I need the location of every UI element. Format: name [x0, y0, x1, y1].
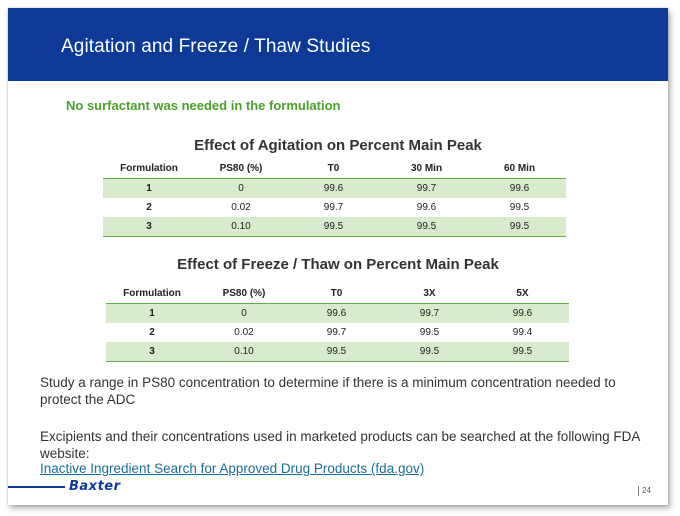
table-cell: 99.7: [323, 202, 344, 213]
body-paragraph-ps80: Study a range in PS80 concentration to determine if there is a minimum concentration needed to protect the ADC: [40, 375, 616, 407]
footer-line: [8, 486, 65, 488]
body-paragraph-excipients: Excipients and their concentrations used in marketed products can be searched at the following FDA website:: [40, 429, 640, 461]
table-cell: 99.5: [419, 327, 440, 338]
table-cell: 1: [106, 304, 198, 324]
table-cell: 2: [146, 202, 152, 213]
table-cell: 3: [106, 342, 198, 362]
table-row: [103, 217, 566, 237]
slide-subtitle: No surfactant was needed in the formulation: [66, 98, 341, 113]
table-row: [106, 342, 569, 362]
table-row: [106, 323, 569, 342]
column-header: 5X: [476, 284, 569, 304]
table-cell: 99.5: [509, 202, 530, 213]
table-cell: 99.6: [473, 179, 566, 199]
table-cell: 99.5: [290, 342, 383, 362]
table-cell: 0.10: [195, 217, 287, 237]
freeze-thaw-table-title: Effect of Freeze / Thaw on Percent Main Peak: [177, 256, 499, 273]
table-cell: 99.7: [326, 327, 347, 338]
page-divider: [638, 486, 639, 496]
table-cell: 99.5: [476, 342, 569, 362]
table-cell: 99.6: [416, 202, 437, 213]
table-cell: 3: [103, 217, 195, 237]
table-cell: 99.6: [476, 304, 569, 324]
title-bar: [8, 8, 668, 81]
column-header: 60 Min: [473, 159, 566, 179]
table-cell: 99.4: [512, 327, 533, 338]
table-row: [103, 179, 566, 199]
table-row: [103, 198, 566, 217]
column-header: PS80 (%): [198, 284, 290, 304]
table-cell: 99.6: [287, 179, 380, 199]
table-cell: 0.02: [231, 202, 251, 213]
table-cell: 0.02: [234, 327, 254, 338]
column-header: 3X: [383, 284, 476, 304]
column-header: T0: [287, 159, 380, 179]
table-cell: 99.5: [383, 342, 476, 362]
column-header: 30 Min: [380, 159, 473, 179]
column-header: Formulation: [103, 159, 195, 179]
table-cell: 99.7: [380, 179, 473, 199]
agitation-table: [103, 159, 566, 237]
column-header: T0: [290, 284, 383, 304]
column-header: Formulation: [106, 284, 198, 304]
table-cell: 99.6: [290, 304, 383, 324]
baxter-logo: Baxter: [69, 479, 121, 494]
table-cell: 99.5: [287, 217, 380, 237]
page-number: 24: [642, 486, 651, 495]
table-cell: 0: [195, 179, 287, 199]
table-cell: 99.5: [473, 217, 566, 237]
freeze-thaw-table: [106, 284, 569, 362]
table-header-row: [106, 284, 569, 304]
table-cell: 0: [198, 304, 290, 324]
table-cell: 1: [103, 179, 195, 199]
slide: [8, 8, 668, 505]
table-cell: 99.7: [383, 304, 476, 324]
table-cell: 99.5: [380, 217, 473, 237]
table-cell: 2: [149, 327, 155, 338]
table-row: [106, 304, 569, 324]
table-cell: 0.10: [198, 342, 290, 362]
column-header: PS80 (%): [195, 159, 287, 179]
agitation-table-title: Effect of Agitation on Percent Main Peak: [194, 137, 482, 154]
fda-inactive-ingredient-link[interactable]: Inactive Ingredient Search for Approved Drug Products (fda.gov): [40, 461, 425, 476]
slide-title: Agitation and Freeze / Thaw Studies: [61, 36, 371, 57]
table-header-row: [103, 159, 566, 179]
